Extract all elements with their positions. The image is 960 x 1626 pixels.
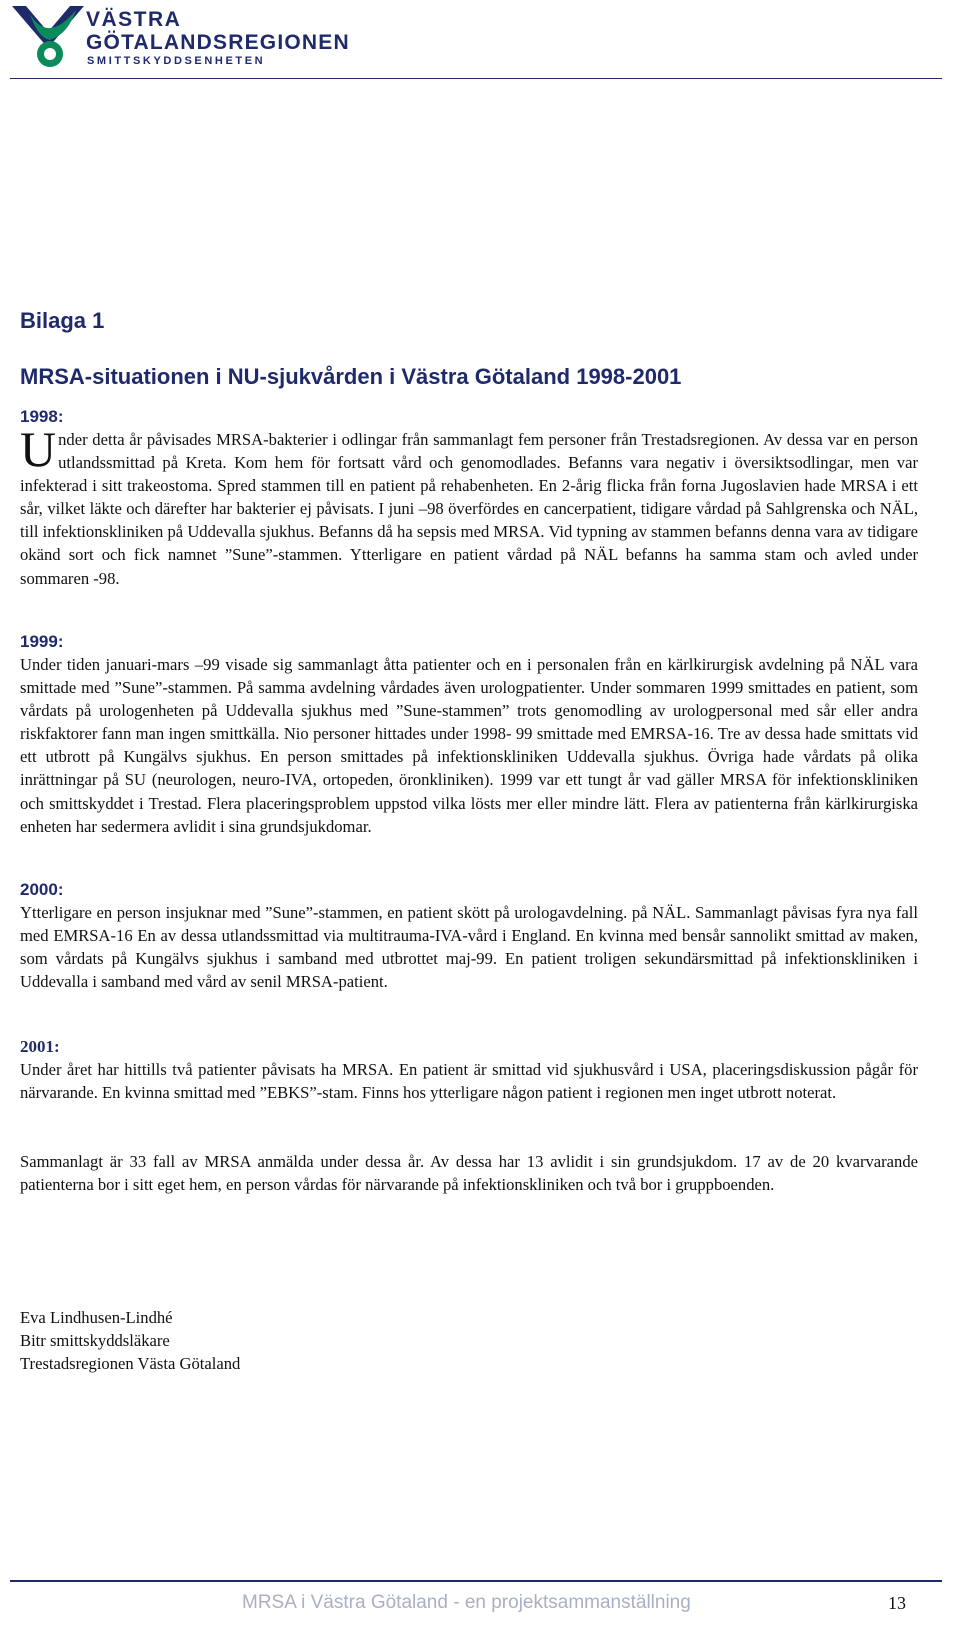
section-heading-1999: 1999: (20, 632, 64, 651)
section-heading-1998: 1998: (20, 407, 64, 426)
logo-text-region: GÖTALANDSREGIONEN (86, 31, 350, 54)
signature-name: Eva Lindhusen-Lindhé (20, 1308, 173, 1327)
dropcap-letter: U (20, 421, 57, 477)
page-number: 13 (888, 1593, 906, 1613)
signature-role: Bitr smittskyddsläkare (20, 1331, 170, 1350)
footer-divider (10, 1580, 942, 1582)
section-text-2000: Ytterligare en person insjuknar med ”Sune”-stammen, en patient skött på urologavdelning. på NÄL. Sammanlagt påvisas fyra nya fall med EMRSA-16 En av dessa utlandssmittad via multitrauma-IVA-vård i England. En kvinna med bensår sannolikt smittad av maken, som vårdats på Kungälvs sjukhus i samband med utbrottet maj-99. En patient troligen sekundärsmittad på infektionskliniken i Uddevalla i samband med vård av senil MRSA-patient. (20, 903, 918, 992)
header-divider (10, 78, 942, 79)
section-text-1999: Under tiden januari-mars –99 visade sig sammanlagt åtta patienter och en i personalen från en kärlkirurgisk avdelning på NÄL vara smittade med ”Sune”-stammen. På samma avdelning vårdades även urologpatienter. Under sommaren 1999 smittades en patient, som vårdats på urologenheten på Uddevalla sjukhus med ”Sune-stammen” trots genomodling av urologpersonal med sår eller andra riskfaktorer fann man ingen smittkälla. Nio personer hittades under 1998- 99 smittade med EMRSA-16. Tre av dessa hade smittats vid ett utbrott på Kungälvs sjukhus. En person smittades på infektionskliniken Uddevalla sjukhus. Övriga hade vårdats på olika inrättningar på SU (neurologen, neuro-IVA, ortopeden, öronkliniken). 1999 var ett tungt år vad gäller MRSA för infektionskliniken och smittskyddet i Trestad. Flera placeringsproblem uppstod vilka lösts mer eller mindre lätt. Flera av patienterna från kärlkirurgiska enheten har sedermera avlidit i sina grundsjukdomar. (20, 655, 918, 836)
logo-text-unit: SMITTSKYDDSENHETEN (87, 55, 266, 67)
footer-title: MRSA i Västra Götaland - en projektsammanställning (242, 1592, 691, 1613)
section-heading-2000: 2000: (20, 880, 64, 899)
signature-org: Trestadsregionen Västa Götaland (20, 1354, 241, 1373)
summary-paragraph: Sammanlagt är 33 fall av MRSA anmälda under dessa år. Av dessa har 13 avlidit i sin grundsjukdom. 17 av de 20 kvarvarande patienterna bor i sitt eget hem, en person vårdas för närvarande på infektionskliniken och två bor i gruppboenden. (20, 1152, 918, 1195)
appendix-heading: Bilaga 1 (20, 308, 105, 333)
section-text-2001: Under året har hittills två patienter påvisats ha MRSA. En patient är smittad vid sjukhusvård i USA, placeringsdiskussion pågår för närvarande. En kvinna smittad med ”EBKS”-stam. Finns hos ytterligare någon patient i regionen men inget utbrott noterat. (20, 1060, 918, 1103)
logo-text-vastra: VÄSTRA (86, 8, 182, 31)
page-title: MRSA-situationen i NU-sjukvården i Västra Götaland 1998-2001 (20, 364, 682, 389)
section-body-1998: nder detta år påvisades MRSA-bakterier i odlingar från sammanlagt fem personer från Trestadsregionen. Av dessa var en person utlandssmittad på Kreta. Kom hem för fortsatt vård och genomodlades. Befanns vara negativ i översiktsodlingar, men var infekterad i sitt trakeostoma. Spred stammen till en patient på rehabenheten. En 2-årig flicka från forna Jugoslavien hade MRSA i ett sår, vilket läkte och därefter har bakterier ej påvisats. I juni –98 överfördes en cancerpatient, tidigare vårdad på Sahlgrenska och NÄL, till infektionskliniken på Uddevalla sjukhus. Befanns då ha sepsis med MRSA. Vid typning av stammen befanns denna vara av tidigare okänd sort och fick namnet ”Sune”-stammen. Ytterligare en patient vårdad på NÄL befanns ha samma stam och avled under sommaren -98. (20, 430, 918, 588)
section-text-1998 (20, 421, 918, 590)
vgr-logo (10, 4, 350, 72)
vgr-logo-mark-icon (10, 4, 86, 70)
section-heading-2001: 2001: (20, 1037, 60, 1056)
